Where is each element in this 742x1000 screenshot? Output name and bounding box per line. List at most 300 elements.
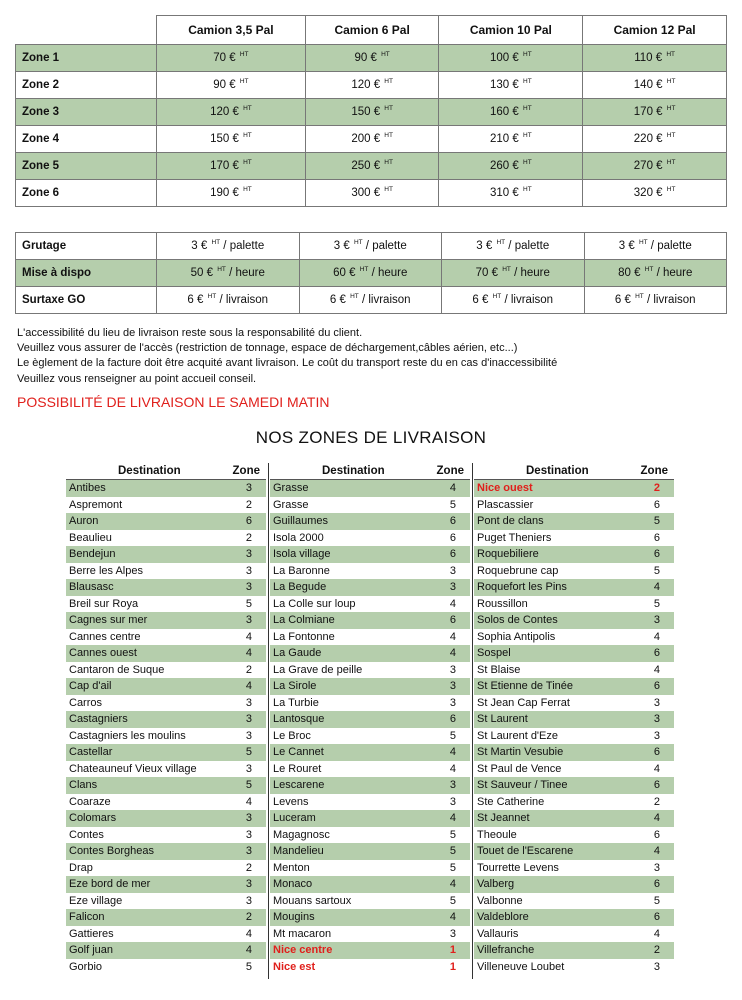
destination-name: Ste Catherine bbox=[477, 795, 545, 808]
note-line: Le èglement de la facture doit être acquité avant livraison. Le coût du transport reste du en cas d'inaccessibilité bbox=[17, 357, 558, 370]
destination-name: Le Rouret bbox=[273, 762, 322, 775]
ht-superscript: HT bbox=[523, 159, 532, 166]
zone-number: 3 bbox=[245, 482, 252, 494]
extra-cell: 3 € $^{HT}$ / palette bbox=[442, 233, 585, 260]
zone-row bbox=[270, 497, 470, 514]
zone-row bbox=[474, 761, 674, 778]
destination-name: Puget Theniers bbox=[477, 531, 552, 544]
destination-name: Magagnosc bbox=[273, 828, 330, 841]
zones-column-3 bbox=[474, 463, 674, 975]
zone-row bbox=[270, 563, 470, 580]
zone-number: 5 bbox=[653, 515, 660, 527]
destination-name: Eze village bbox=[69, 894, 123, 907]
destination-name: Mouans sartoux bbox=[273, 894, 352, 907]
ht-superscript: HT bbox=[353, 239, 363, 246]
ht-superscript: HT bbox=[666, 78, 676, 85]
zone-row bbox=[270, 744, 470, 761]
note-line: Veuillez vous assurer de l'accès (restriction de tonnage, espace de déchargement,câbles aérien, etc...) bbox=[17, 342, 518, 355]
zone-number: 6 bbox=[653, 746, 660, 758]
zone-row bbox=[66, 926, 266, 943]
zone-row bbox=[270, 513, 470, 530]
price-cell: 220 € $^{HT}$ bbox=[583, 126, 727, 153]
zone-row bbox=[474, 728, 674, 745]
destination-name: Sospel bbox=[477, 647, 511, 659]
zone-row bbox=[270, 612, 470, 629]
extra-cell: 3 € $^{HT}$ / palette bbox=[584, 233, 727, 260]
destination-name: Touet de l'Escarene bbox=[477, 845, 574, 857]
ht-superscript: HT bbox=[523, 105, 532, 112]
zone-number: 6 bbox=[653, 498, 660, 511]
ht-superscript: HT bbox=[523, 186, 532, 193]
zone-number: 4 bbox=[245, 944, 252, 956]
destination-name: Mougins bbox=[273, 911, 315, 923]
destination-name: Antibes bbox=[69, 482, 106, 494]
destination-name: Colomars bbox=[69, 812, 117, 824]
zone-number: 4 bbox=[653, 762, 660, 775]
ht-superscript: HT bbox=[243, 159, 252, 166]
price-cell: 300 € $^{HT}$ bbox=[305, 180, 439, 207]
destination-name: La Sirole bbox=[273, 680, 317, 692]
zone-row bbox=[66, 777, 266, 794]
destination-name: Theoule bbox=[477, 828, 517, 841]
zone-row bbox=[474, 530, 674, 547]
zone-number: 4 bbox=[449, 630, 456, 643]
zone-row bbox=[66, 579, 266, 596]
price-header-12: Camion 12 Pal bbox=[583, 16, 727, 45]
zone-number: 2 bbox=[653, 482, 660, 494]
zone-number: 4 bbox=[653, 812, 660, 824]
price-cell: 110 € $^{HT}$ bbox=[583, 45, 727, 72]
zone-row bbox=[270, 909, 470, 926]
destination-name: Nice ouest bbox=[477, 482, 533, 494]
zone-number: 6 bbox=[653, 531, 660, 544]
destination-name: Clans bbox=[69, 779, 98, 791]
ht-superscript: HT bbox=[217, 266, 226, 273]
zones-title: NOS ZONES DE LIVRAISON bbox=[255, 428, 487, 447]
zone-number: 3 bbox=[245, 614, 252, 626]
destination-name: St Etienne de Tinée bbox=[477, 680, 574, 692]
destination-name: Cannes ouest bbox=[69, 647, 137, 659]
extra-cell: 6 € $^{HT}$ / livraison bbox=[299, 287, 442, 314]
price-row-zone-2 bbox=[16, 72, 727, 99]
zone-number: 6 bbox=[449, 713, 456, 725]
ht-superscript: HT bbox=[638, 239, 648, 246]
zone-number: 4 bbox=[449, 597, 456, 610]
zone-row bbox=[474, 909, 674, 926]
ht-superscript: HT bbox=[496, 239, 506, 246]
destination-name: Blausasc bbox=[69, 581, 114, 593]
destination-name: Auron bbox=[69, 515, 99, 527]
price-cell: 310 € $^{HT}$ bbox=[439, 180, 583, 207]
zone-number: 2 bbox=[245, 531, 252, 544]
ht-superscript: HT bbox=[243, 186, 252, 193]
zone-number: 3 bbox=[449, 581, 456, 593]
zone-row bbox=[270, 662, 470, 679]
zone-row bbox=[66, 695, 266, 712]
destination-name: Le Cannet bbox=[273, 746, 324, 758]
destination-header: Destination bbox=[118, 465, 181, 477]
zone-row bbox=[474, 777, 674, 794]
zone-row bbox=[66, 843, 266, 860]
zone-row bbox=[270, 843, 470, 860]
zone-number: 4 bbox=[449, 762, 456, 775]
price-cell: 190 € $^{HT}$ bbox=[157, 180, 306, 207]
destination-name: Contes bbox=[69, 828, 104, 841]
zone-number: 3 bbox=[449, 927, 456, 940]
destination-name: St Sauveur / Tinee bbox=[477, 779, 568, 791]
zone-row bbox=[474, 893, 674, 910]
destination-name: Guillaumes bbox=[273, 515, 329, 527]
destination-name: Gattieres bbox=[69, 927, 114, 940]
ht-superscript: HT bbox=[384, 132, 393, 139]
zone-number: 6 bbox=[653, 878, 660, 890]
zones-header bbox=[66, 463, 266, 480]
zone-row bbox=[270, 596, 470, 613]
destination-name: Roquefort les Pins bbox=[477, 581, 567, 593]
zone-row bbox=[474, 827, 674, 844]
zone-number: 3 bbox=[245, 845, 252, 857]
destination-name: Tourrette Levens bbox=[477, 861, 559, 874]
ht-superscript: HT bbox=[239, 51, 249, 58]
destination-name: Valdeblore bbox=[477, 911, 529, 923]
extra-body bbox=[16, 233, 727, 314]
zone-number: 3 bbox=[245, 581, 252, 593]
zone-number: 1 bbox=[449, 944, 456, 956]
ht-superscript: HT bbox=[666, 105, 676, 112]
zone-row bbox=[270, 794, 470, 811]
extra-table bbox=[15, 232, 727, 314]
zone-number: 4 bbox=[653, 581, 660, 593]
zone-number: 6 bbox=[653, 779, 660, 791]
notes bbox=[17, 326, 557, 387]
ht-superscript: HT bbox=[666, 186, 676, 193]
ht-superscript: HT bbox=[666, 132, 676, 139]
zone-row bbox=[270, 827, 470, 844]
zone-number: 4 bbox=[653, 927, 660, 940]
zones-header bbox=[270, 463, 470, 480]
price-row-zone-3 bbox=[16, 99, 727, 126]
zone-number: 4 bbox=[449, 482, 456, 494]
zone-number: 4 bbox=[245, 927, 252, 940]
zone-row bbox=[270, 959, 470, 976]
destination-name: Aspremont bbox=[69, 498, 123, 511]
zone-row bbox=[270, 629, 470, 646]
extra-cell: 70 € $^{HT}$ / heure bbox=[442, 260, 585, 287]
zone-row bbox=[270, 876, 470, 893]
zone-row bbox=[66, 909, 266, 926]
price-row-zone-4 bbox=[16, 126, 727, 153]
destination-name: St Laurent bbox=[477, 713, 528, 725]
ht-superscript: HT bbox=[502, 266, 511, 273]
zone-number: 2 bbox=[245, 663, 252, 676]
destination-name: Luceram bbox=[273, 812, 316, 824]
zone-number: 3 bbox=[449, 663, 456, 676]
destination-name: La Colle sur loup bbox=[273, 597, 356, 610]
ht-superscript: HT bbox=[239, 78, 249, 85]
ht-superscript: HT bbox=[523, 78, 532, 85]
zone-number: 6 bbox=[653, 680, 660, 692]
ht-superscript: HT bbox=[644, 266, 654, 273]
note-line: L'accessibilité du lieu de livraison reste sous la responsabilité du client. bbox=[17, 327, 363, 339]
destination-name: Lantosque bbox=[273, 713, 325, 725]
destination-name: Castellar bbox=[69, 746, 113, 758]
destination-name: Villeneuve Loubet bbox=[477, 960, 565, 973]
extra-cell: 6 € $^{HT}$ / livraison bbox=[442, 287, 585, 314]
zone-row bbox=[66, 497, 266, 514]
zone-row bbox=[474, 480, 674, 497]
zone-row bbox=[270, 761, 470, 778]
destination-name: Isola village bbox=[273, 548, 331, 560]
saturday-delivery-notice: POSSIBILITÉ DE LIVRAISON LE SAMEDI MATIN bbox=[17, 394, 330, 410]
zone-row bbox=[66, 827, 266, 844]
zone-row bbox=[474, 843, 674, 860]
zone-row bbox=[66, 662, 266, 679]
destination-name: Golf juan bbox=[69, 944, 114, 956]
ht-superscript: HT bbox=[381, 51, 390, 58]
zone-row bbox=[270, 942, 470, 959]
price-cell: 170 € $^{HT}$ bbox=[583, 99, 727, 126]
zone-row bbox=[66, 513, 266, 530]
zone-row bbox=[66, 761, 266, 778]
price-header-row bbox=[16, 16, 727, 45]
zone-number: 3 bbox=[449, 564, 456, 577]
zone-row bbox=[270, 579, 470, 596]
price-cell: 150 € $^{HT}$ bbox=[305, 99, 439, 126]
extra-row-mise-dispo bbox=[16, 260, 727, 287]
price-header-blank bbox=[16, 16, 157, 45]
price-cell: 140 € $^{HT}$ bbox=[583, 72, 727, 99]
zone-number: 5 bbox=[653, 564, 660, 577]
zone-row bbox=[270, 530, 470, 547]
zone-row bbox=[474, 596, 674, 613]
zone-row bbox=[270, 860, 470, 877]
destination-name: Cagnes sur mer bbox=[69, 614, 148, 626]
zone-number: 5 bbox=[245, 779, 252, 791]
zone-number: 3 bbox=[245, 878, 252, 890]
zone-number: 3 bbox=[653, 861, 660, 874]
zone-row bbox=[270, 645, 470, 662]
zone-row bbox=[66, 893, 266, 910]
zone-row bbox=[474, 860, 674, 877]
zone-row bbox=[66, 860, 266, 877]
extra-label: Grutage bbox=[16, 233, 157, 260]
price-row-zone-5 bbox=[16, 153, 727, 180]
zone-row bbox=[66, 744, 266, 761]
zone-number: 6 bbox=[449, 515, 456, 527]
price-cell: 90 € $^{HT}$ bbox=[157, 72, 306, 99]
zone-row bbox=[66, 480, 266, 497]
zone-number: 3 bbox=[449, 680, 456, 692]
zone-row bbox=[474, 662, 674, 679]
zone-row bbox=[474, 645, 674, 662]
price-cell: 70 € $^{HT}$ bbox=[157, 45, 306, 72]
destination-name: Cap d'ail bbox=[69, 680, 112, 692]
zone-row bbox=[474, 563, 674, 580]
price-cell: 100 € $^{HT}$ bbox=[439, 45, 583, 72]
ht-superscript: HT bbox=[384, 159, 393, 166]
destination-name: Castagniers les moulins bbox=[69, 729, 186, 742]
zone-number: 3 bbox=[245, 564, 252, 577]
destination-name: Nice centre bbox=[273, 944, 333, 956]
zone-number: 2 bbox=[653, 795, 660, 808]
destination-name: Nice est bbox=[273, 960, 316, 973]
destination-name: Le Broc bbox=[273, 729, 311, 742]
zone-row bbox=[474, 810, 674, 827]
zone-row bbox=[474, 744, 674, 761]
destination-name: St Blaise bbox=[477, 663, 521, 676]
destination-name: Cannes centre bbox=[69, 630, 141, 643]
zone-row bbox=[474, 497, 674, 514]
ht-superscript: HT bbox=[523, 132, 532, 139]
destination-name: Grasse bbox=[273, 482, 309, 494]
destination-name: Isola 2000 bbox=[273, 531, 324, 544]
zone-row bbox=[474, 612, 674, 629]
destination-header: Destination bbox=[322, 465, 385, 477]
zone-number: 3 bbox=[449, 779, 456, 791]
zone-number: 3 bbox=[653, 696, 660, 709]
ht-superscript: HT bbox=[211, 239, 221, 246]
ht-superscript: HT bbox=[350, 293, 359, 300]
zone-number: 4 bbox=[245, 630, 252, 643]
price-header-10: Camion 10 Pal bbox=[439, 16, 583, 45]
destination-name: Cantaron de Suque bbox=[69, 663, 165, 676]
zone-row bbox=[474, 695, 674, 712]
zone-number: 6 bbox=[653, 828, 660, 841]
zone-row bbox=[474, 678, 674, 695]
zone-number: 5 bbox=[449, 861, 456, 874]
destination-name: La Grave de peille bbox=[273, 663, 363, 676]
extra-cell: 6 € $^{HT}$ / livraison bbox=[584, 287, 727, 314]
zone-number: 3 bbox=[245, 713, 252, 725]
price-header-3-5: Camion 3,5 Pal bbox=[157, 16, 306, 45]
zone-number: 6 bbox=[245, 515, 252, 527]
destination-name: St Jean Cap Ferrat bbox=[477, 696, 570, 709]
zone-number: 3 bbox=[245, 548, 252, 560]
destination-name: Levens bbox=[273, 795, 309, 808]
zone-number: 4 bbox=[653, 663, 660, 676]
ht-superscript: HT bbox=[384, 186, 393, 193]
zone-row bbox=[66, 629, 266, 646]
zone-number: 6 bbox=[449, 548, 456, 560]
destination-name: Breil sur Roya bbox=[69, 597, 139, 610]
extra-label: Mise à dispo bbox=[16, 260, 157, 287]
ht-superscript: HT bbox=[384, 105, 393, 112]
zone-row bbox=[270, 777, 470, 794]
destination-name: La Gaude bbox=[273, 647, 322, 659]
ht-superscript: HT bbox=[666, 159, 676, 166]
destination-header: Destination bbox=[526, 465, 589, 477]
zone-number: 5 bbox=[449, 894, 456, 907]
zone-number: 3 bbox=[653, 614, 660, 626]
destination-name: Beaulieu bbox=[69, 531, 112, 544]
destination-name: Mandelieu bbox=[273, 845, 324, 857]
zone-number: 3 bbox=[245, 828, 252, 841]
price-cell: 120 € $^{HT}$ bbox=[157, 99, 306, 126]
zone-row bbox=[270, 480, 470, 497]
zone-row bbox=[66, 711, 266, 728]
zone-label: Zone 2 bbox=[16, 72, 157, 99]
destination-name: Plascassier bbox=[477, 498, 534, 511]
zone-row bbox=[474, 794, 674, 811]
destination-name: La Begude bbox=[273, 581, 327, 593]
zone-number: 6 bbox=[653, 548, 660, 560]
zone-label: Zone 6 bbox=[16, 180, 157, 207]
price-cell: 210 € $^{HT}$ bbox=[439, 126, 583, 153]
destination-name: Roussillon bbox=[477, 597, 528, 610]
zone-number: 5 bbox=[245, 746, 252, 758]
zone-row bbox=[270, 810, 470, 827]
column-separator bbox=[268, 463, 269, 979]
zone-row bbox=[474, 546, 674, 563]
zone-number: 5 bbox=[653, 894, 660, 907]
destination-name: Contes Borgheas bbox=[69, 845, 154, 857]
ht-superscript: HT bbox=[492, 293, 502, 300]
price-cell: 160 € $^{HT}$ bbox=[439, 99, 583, 126]
zone-row bbox=[474, 876, 674, 893]
zone-number: 6 bbox=[449, 531, 456, 544]
destination-name: La Baronne bbox=[273, 564, 330, 577]
zone-number: 3 bbox=[449, 696, 456, 709]
zone-row bbox=[66, 876, 266, 893]
destination-name: Solos de Contes bbox=[477, 614, 558, 626]
zone-number: 5 bbox=[449, 729, 456, 742]
zone-number: 6 bbox=[449, 614, 456, 626]
zone-number: 5 bbox=[245, 597, 252, 610]
zone-number: 4 bbox=[653, 845, 660, 857]
zone-row bbox=[474, 579, 674, 596]
zone-number: 3 bbox=[653, 713, 660, 725]
zone-row bbox=[66, 810, 266, 827]
destination-name: Menton bbox=[273, 861, 310, 874]
destination-name: Drap bbox=[69, 861, 93, 874]
zone-row bbox=[66, 563, 266, 580]
zone-row bbox=[66, 530, 266, 547]
price-cell: 250 € $^{HT}$ bbox=[305, 153, 439, 180]
ht-superscript: HT bbox=[359, 266, 369, 273]
zone-number: 3 bbox=[653, 729, 660, 742]
zone-number: 4 bbox=[449, 911, 456, 923]
price-cell: 130 € $^{HT}$ bbox=[439, 72, 583, 99]
zone-label: Zone 4 bbox=[16, 126, 157, 153]
extra-cell: 50 € $^{HT}$ / heure bbox=[157, 260, 300, 287]
zone-row bbox=[66, 645, 266, 662]
zone-header: Zone bbox=[640, 465, 668, 477]
destination-name: Villefranche bbox=[477, 944, 535, 956]
zones-column-2 bbox=[270, 463, 470, 975]
destination-name: Vallauris bbox=[477, 927, 519, 940]
ht-superscript: HT bbox=[523, 51, 532, 58]
zone-number: 3 bbox=[245, 729, 252, 742]
zone-row bbox=[270, 678, 470, 695]
destination-name: Coaraze bbox=[69, 795, 111, 808]
zone-row bbox=[270, 893, 470, 910]
destination-name: Grasse bbox=[273, 498, 309, 511]
destination-name: Pont de clans bbox=[477, 515, 544, 527]
destination-name: St Martin Vesubie bbox=[477, 746, 564, 758]
price-row-zone-1 bbox=[16, 45, 727, 72]
zone-row bbox=[270, 728, 470, 745]
zone-row bbox=[66, 728, 266, 745]
zone-number: 4 bbox=[449, 746, 456, 758]
zone-number: 3 bbox=[653, 960, 660, 973]
destination-name: Sophia Antipolis bbox=[477, 630, 556, 643]
destination-name: St Laurent d'Eze bbox=[477, 729, 558, 742]
extra-cell: 3 € $^{HT}$ / palette bbox=[157, 233, 300, 260]
zone-header: Zone bbox=[232, 465, 260, 477]
zone-label: Zone 1 bbox=[16, 45, 157, 72]
price-row-zone-6 bbox=[16, 180, 727, 207]
zone-number: 2 bbox=[245, 911, 252, 923]
